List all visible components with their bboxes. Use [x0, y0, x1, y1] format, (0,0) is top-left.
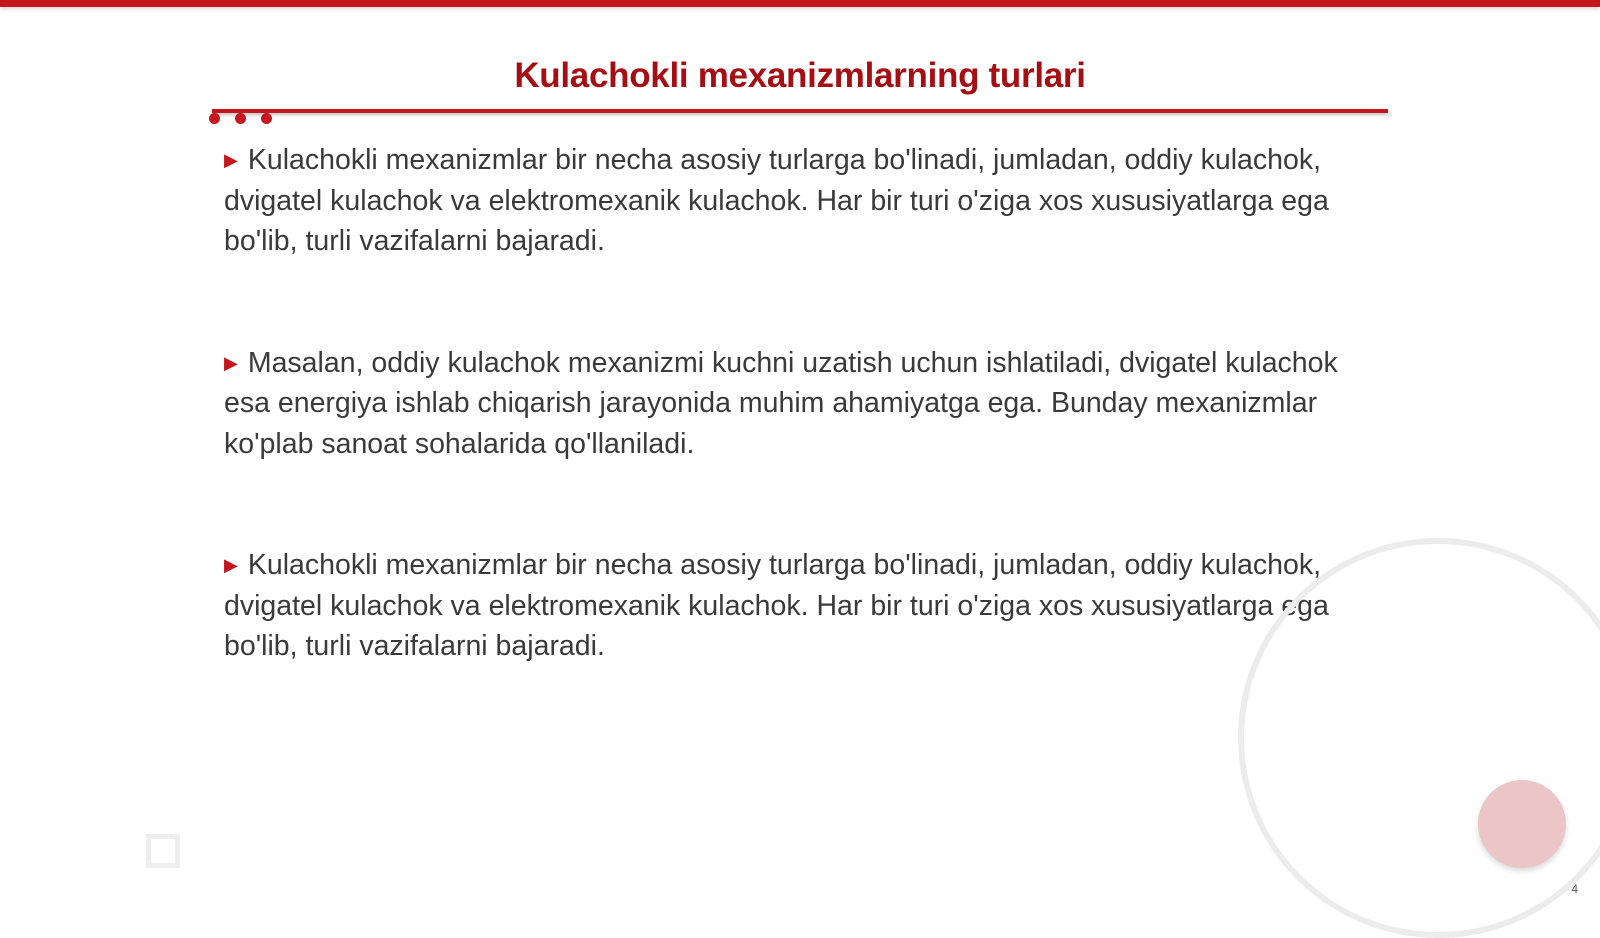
decorative-pink-circle	[1478, 780, 1566, 868]
title-underline	[212, 109, 1388, 113]
bullet-text: Kulachokli mexanizmlar bir necha asosiy turlarga bo'linadi, jumladan, oddiy kulachok, dvigatel kulachok va elektromexanik kulachok. Har bir turi o'ziga xos xususiyatlarga ega bo'lib, turli vazifalarni bajaradi.	[224, 144, 1329, 257]
bullet-item	[224, 140, 1349, 262]
bullet-text: Masalan, oddiy kulachok mexanizmi kuchni uzatish uchun ishlatiladi, dvigatel kulachok esa energiya ishlab chiqarish jarayonida muhim ahamiyatga ega. Bunday mexanizmlar ko'plab sanoat sohalarida qo'llaniladi.	[224, 346, 1338, 460]
page-number: 4	[1571, 882, 1578, 896]
triangle-right-icon: ▶	[224, 352, 238, 373]
bullet-item	[224, 545, 1349, 667]
decorative-dot	[261, 113, 272, 124]
slide-title: Kulachokli mexanizmlarning turlari	[514, 56, 1086, 95]
decorative-dot	[209, 113, 220, 124]
triangle-right-icon: ▶	[224, 150, 238, 170]
slide-body	[224, 140, 1349, 748]
decorative-square-outline	[146, 834, 180, 868]
bullet-text: Kulachokli mexanizmlar bir necha asosiy turlarga bo'linadi, jumladan, oddiy kulachok, dvigatel kulachok va elektromexanik kulachok. Har bir turi o'ziga xos xususiyatlarga ega bo'lib, turli vazifalarni bajaradi.	[224, 549, 1329, 662]
top-accent-bar	[0, 0, 1600, 7]
triangle-right-icon: ▶	[224, 555, 238, 575]
bullet-item	[224, 343, 1349, 465]
decorative-dot	[235, 113, 246, 124]
